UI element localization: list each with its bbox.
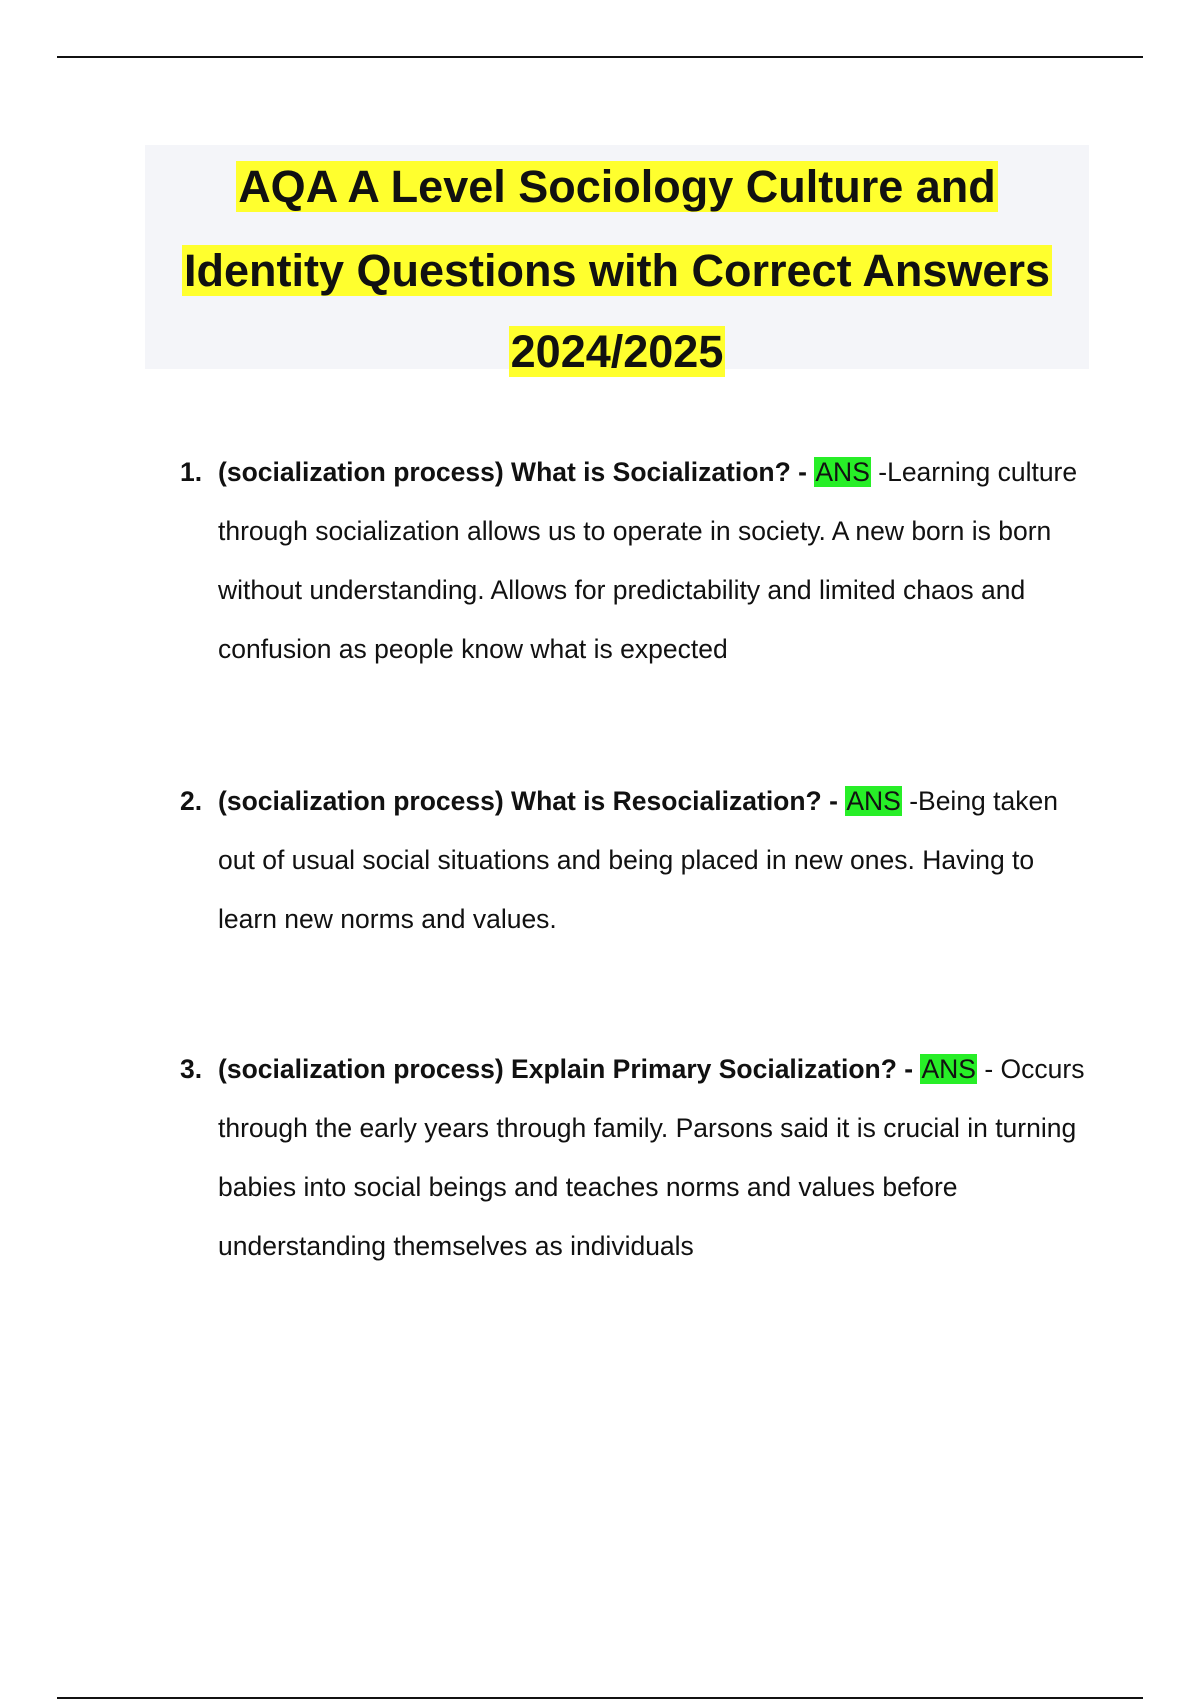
question-number: 2.: [180, 786, 203, 816]
question-item-3: [180, 1040, 1100, 1276]
document-title: [145, 145, 1089, 377]
ans-label: ANS: [921, 1054, 976, 1084]
question-number: 3.: [180, 1054, 203, 1084]
answer-text: -Learning culture through socialization allows us to operate in society. A new born is born without understanding. Allows for predictability and limited chaos and confusion as people know what is expected: [218, 457, 1078, 664]
title-line-1: AQA A Level Sociology Culture and: [238, 161, 996, 212]
question-number: 1.: [180, 457, 203, 487]
answer-text: - Occurs through the early years through family. Parsons said it is crucial in turning babies into social beings and teaches norms and values before understanding themselves as individuals: [218, 1054, 1085, 1261]
question-item-1: [180, 443, 1100, 679]
question-item-2: [180, 772, 1100, 949]
question-text: (socialization process) Explain Primary Socialization? -: [218, 1054, 914, 1084]
title-line-2: Identity Questions with Correct Answers: [184, 245, 1050, 296]
ans-label: ANS: [815, 457, 870, 487]
footer-rule: [57, 1697, 1143, 1699]
question-text: (socialization process) What is Resocialization? -: [218, 786, 838, 816]
header-rule: [57, 56, 1143, 58]
answer-text: -Being taken out of usual social situations and being placed in new ones. Having to learn new norms and values.: [218, 786, 1058, 934]
title-line-3: 2024/2025: [510, 326, 724, 377]
question-text: (socialization process) What is Socialization? -: [218, 457, 807, 487]
ans-label: ANS: [846, 786, 901, 816]
